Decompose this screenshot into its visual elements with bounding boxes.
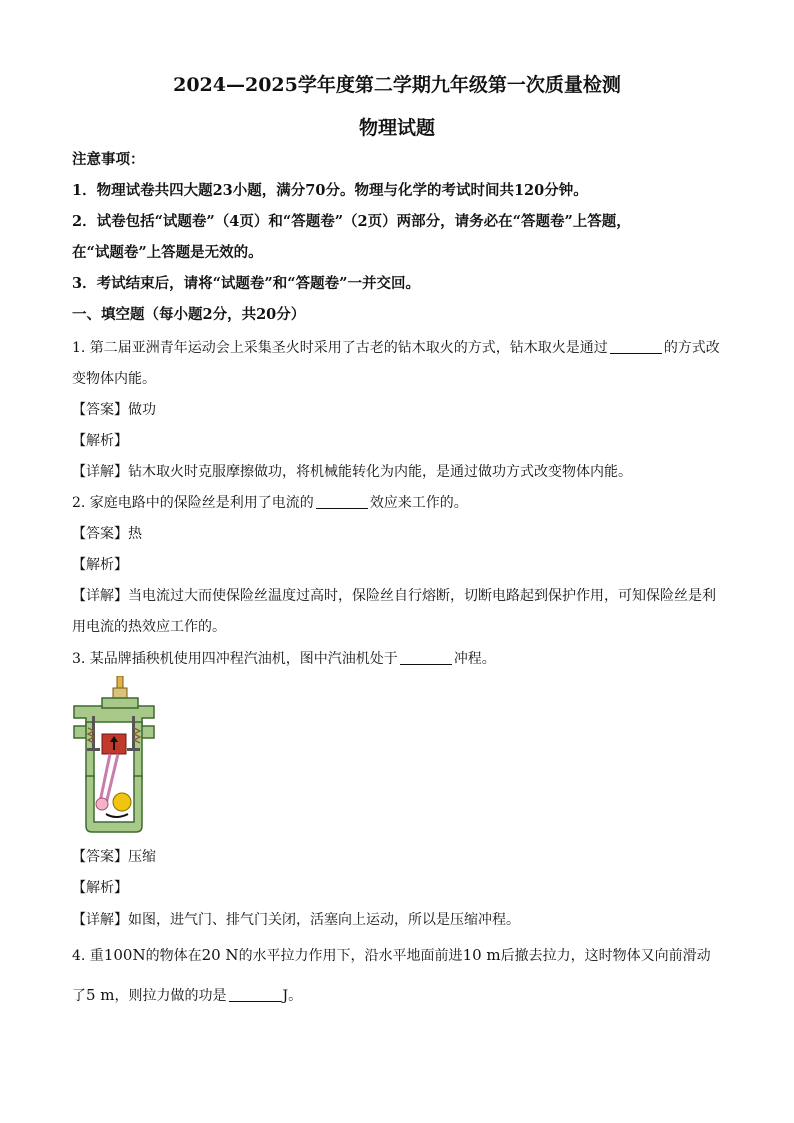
q1-text-b: 的方式改 (663, 340, 720, 356)
note-item-2: 2．试卷包括“试题卷”（4页）和“答题卷”（2页）两部分，请务必在“答题卷”上答题， (72, 213, 631, 230)
q4-text-5: 了 (72, 988, 86, 1004)
question-2 (72, 493, 732, 513)
q3-detail: 【详解】如图，进气门、排气门关闭，活塞向上运动，所以是压缩冲程。 (72, 912, 520, 928)
q4-text-7: J。 (282, 988, 303, 1004)
question-1 (72, 338, 732, 358)
q1-blank (610, 339, 662, 354)
intake-valve-head (87, 748, 100, 751)
q1-detail: 【详解】钻木取火时克服摩擦做功，将机械能转化为内能，是通过做功方式改变物体内能。 (72, 464, 632, 480)
q2-detail-a: 【详解】当电流过大而使保险丝温度过高时，保险丝自行熔断，切断电路起到保护作用，可知保险丝是利 (72, 588, 716, 604)
question-3 (72, 649, 732, 669)
q4-distance-value: 10 m (462, 946, 501, 964)
question-4 (72, 945, 732, 966)
q4-text-1: 4. 重 (72, 948, 104, 964)
page-title: 2024—2025学年度第二学期九年级第一次质量检测 (173, 74, 621, 96)
q4-slide-value: 5 m (86, 986, 115, 1004)
q3-answer: 【答案】压缩 (72, 849, 156, 865)
q1-analysis: 【解析】 (72, 433, 128, 449)
q3-analysis: 【解析】 (72, 880, 128, 896)
q3-text-b: 冲程。 (453, 651, 496, 667)
intake-valve-stem (92, 716, 95, 750)
spark-plug-base (113, 688, 127, 698)
q1-text-a: 1. 第二届亚洲青年运动会上采集圣火时采用了古老的钻木取火的方式，钻木取火是通过 (72, 340, 608, 356)
head-top (102, 698, 138, 708)
q4-blank (229, 987, 281, 1002)
q4-text-6: ，则拉力做的功是 (114, 988, 227, 1004)
note-item-1: 1．物理试卷共四大题23小题，满分70分。物理与化学的考试时间共120分钟。 (72, 182, 588, 199)
q4-text-3: 的水平拉力作用下，沿水平地面前进 (238, 948, 463, 964)
q2-analysis: 【解析】 (72, 557, 128, 573)
page-subtitle: 物理试题 (358, 117, 435, 139)
crank-pin (96, 798, 108, 810)
q3-text-a: 3. 某品牌插秧机使用四冲程汽油机，图中汽油机处于 (72, 651, 398, 667)
q3-blank (400, 650, 452, 665)
q1-answer: 【答案】做功 (72, 402, 156, 418)
q4-text-2: 的物体在 (145, 948, 202, 964)
q1-text-c: 变物体内能。 (72, 371, 156, 387)
q4-force-value: 20 N (201, 946, 239, 964)
q2-blank (316, 494, 368, 509)
q2-text-b: 效应来工作的。 (369, 495, 468, 511)
note-item-3: 3．考试结束后，请将“试题卷”和“答题卷”一并交回。 (72, 275, 420, 292)
section-heading: 一、填空题（每小题2分，共20分） (72, 306, 306, 323)
question-4-cont (72, 985, 732, 1006)
q2-text-a: 2. 家庭电路中的保险丝是利用了电流的 (72, 495, 314, 511)
q4-weight-value: 100N (103, 946, 146, 964)
engine-diagram (72, 676, 156, 834)
exhaust-valve-head (127, 748, 140, 751)
q4-text-4: 后撤去拉力，这时物体又向前滑动 (500, 948, 711, 964)
note-item-2-cont: 在“试题卷”上答题是无效的。 (72, 244, 263, 261)
rotation-arrow-icon (106, 814, 128, 817)
crankshaft (113, 793, 131, 811)
q2-detail-b: 用电流的热效应工作的。 (72, 619, 226, 635)
notes-heading: 注意事项： (72, 151, 145, 168)
q2-answer: 【答案】热 (72, 526, 142, 542)
